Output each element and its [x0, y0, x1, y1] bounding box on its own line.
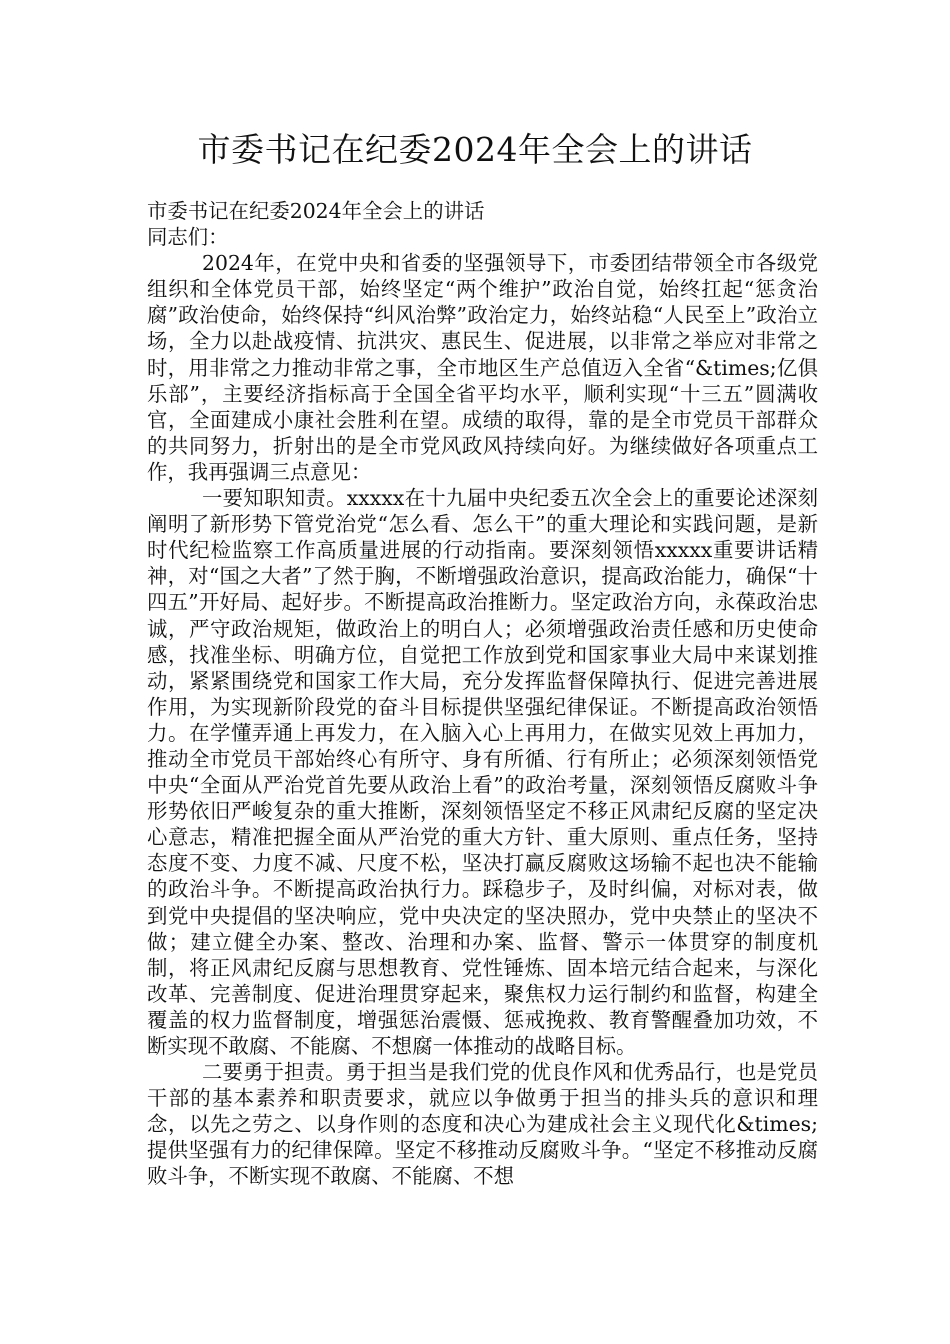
document-subtitle: 市委书记在纪委2024年全会上的讲话	[147, 199, 485, 223]
salutation: 同志们：	[147, 225, 229, 250]
paragraph: 二要勇于担责。勇于担当是我们党的优良作风和优秀品行，也是党员干部的基本素养和职责要求，就应以争做勇于担当的排头兵的意识和理念，以先之劳之、以身作则的态度和决心为建成社会主义现代化&times;提供坚强有力的纪律保障。坚定不移推动反腐败斗争。“坚定不移推动反腐败斗争，不断实现不敢腐、不能腐、不想	[147, 1060, 818, 1189]
document-title: 市委书记在纪委2024年全会上的讲话	[197, 130, 753, 169]
document-body	[147, 198, 818, 1190]
paragraph: 一要知职知责。xxxxx在十九届中央纪委五次全会上的重要论述深刻阐明了新形势下管党治党“怎么看、怎么干”的重大理论和实践问题，是新时代纪检监察工作高质量进展的行动指南。要深刻领悟xxxxx重要讲话精神，对“国之大者”了然于胸，不断增强政治意识，提高政治能力，确保“十四五”开好局、起好步。不断提高政治推断力。坚定政治方向，永葆政治忠诚，严守政治规矩，做政治上的明白人；必须增强政治责任感和历史使命感，找准坐标、明确方位，自觉把工作放到党和国家事业大局中来谋划推动，紧紧围绕党和国家工作大局，充分发挥监督保障执行、促进完善进展作用，为实现新阶段党的奋斗目标提供坚强纪律保证。不断提高政治领悟力。在学懂弄通上再发力，在入脑入心上再用力，在做实见效上再加力，推动全市党员干部始终心有所守、身有所循、行有所止；必须深刻领悟党中央“全面从严治党首先要从政治上看”的政治考量，深刻领悟反腐败斗争形势依旧严峻复杂的重大推断，深刻领悟坚定不移正风肃纪反腐的坚定决心意志，精准把握全面从严治党的重大方针、重大原则、重点任务，坚持态度不变、力度不减、尺度不松，坚决打赢反腐败这场输不起也决不能输的政治斗争。不断提高政治执行力。踩稳步子，及时纠偏，对标对表，做到党中央提倡的坚决响应，党中央决定的坚决照办，党中央禁止的坚决不做；建立健全办案、整改、治理和办案、监督、警示一体贯穿的制度机制，将正风肃纪反腐与思想教育、党性锤炼、固本培元结合起来，与深化改革、完善制度、促进治理贯穿起来，聚焦权力运行制约和监督，构建全覆盖的权力监督制度，增强惩治震慑、惩戒挽救、教育警醒叠加功效，不断实现不敢腐、不能腐、不想腐一体推动的战略目标。	[147, 486, 818, 1058]
paragraph: 2024年，在党中央和省委的坚强领导下，市委团结带领全市各级党组织和全体党员干部，始终坚定“两个维护”政治自觉，始终扛起“惩贪治腐”政治使命，始终保持“纠风治弊”政治定力，始终站稳“人民至上”政治立场，全力以赴战疫情、抗洪灾、惠民生、促进展，以非常之举应对非常之时，用非常之力推动非常之事，全市地区生产总值迈入全省“&times;亿俱乐部”，主要经济指标高于全国全省平均水平，顺利实现“十三五”圆满收官，全面建成小康社会胜利在望。成绩的取得，靠的是全市党员干部群众的共同努力，折射出的是全市党风政风持续向好。为继续做好各项重点工作，我再强调三点意见：	[147, 251, 818, 484]
